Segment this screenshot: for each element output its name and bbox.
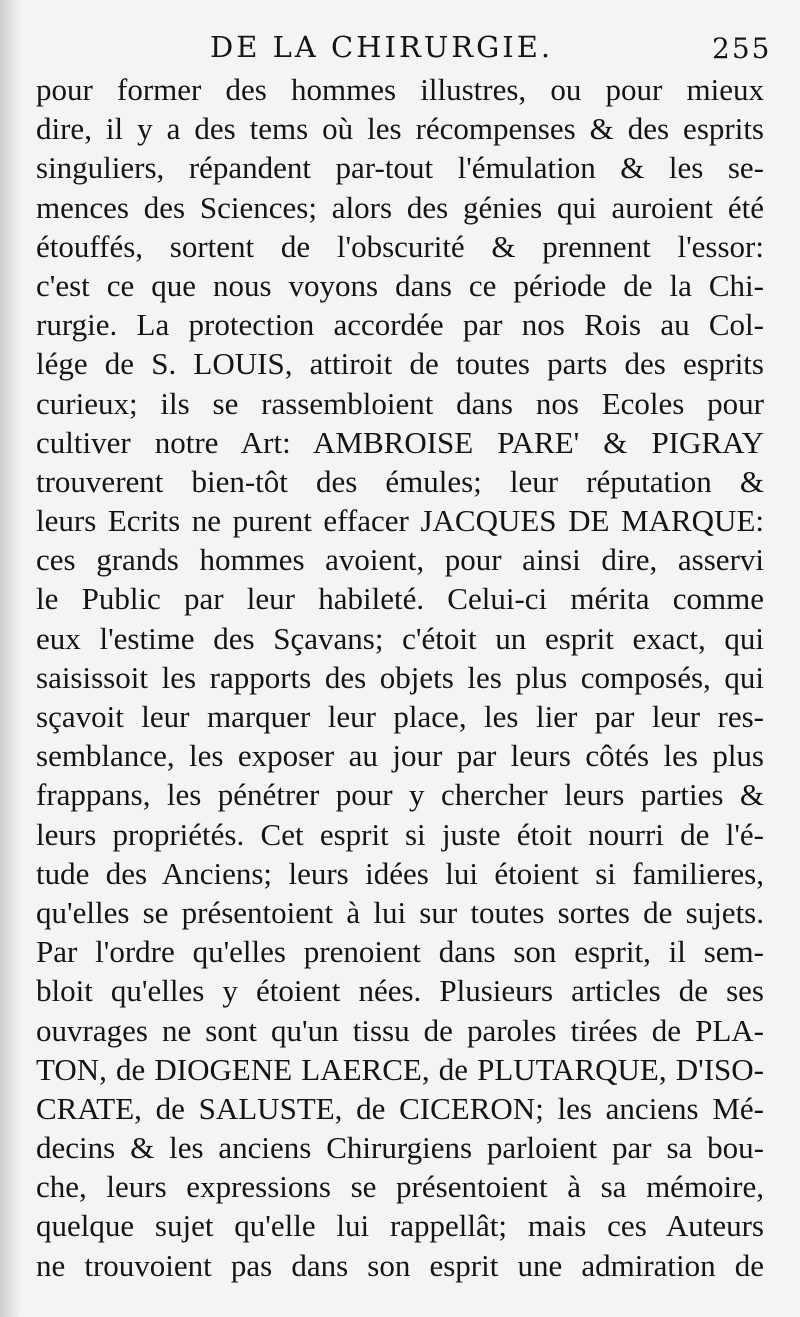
text-line: étouffés, sortent de l'obscurité & prennent l'essor:	[36, 228, 764, 264]
text-line: saisissoit les rapports des objets les plus composés, qui	[36, 659, 764, 695]
text-line: curieux; ils se rassembloient dans nos Ecoles pour	[36, 385, 764, 421]
text-line: dire, il y a des tems où les récompenses & des esprits	[36, 111, 764, 147]
page-header	[0, 26, 800, 76]
text-line: che, leurs expressions se présentoient à sa mémoire,	[36, 1169, 764, 1205]
text-line: sçavoit leur marquer leur place, les lier par leur res-	[36, 699, 764, 734]
text-line: tude des Anciens; leurs idées lui étoient si familieres,	[36, 855, 764, 891]
text-line: qu'elles se présentoient à lui sur toutes sortes de sujets.	[36, 894, 764, 930]
text-line: quelque sujet qu'elle lui rappellât; mais ces Auteurs	[36, 1208, 764, 1244]
text-line: c'est ce que nous voyons dans ce période de la Chi-	[36, 267, 764, 303]
text-line: le Public par leur habileté. Celui-ci mérita comme	[36, 581, 764, 617]
text-line: lége de S. LOUIS, attiroit de toutes parts des esprits	[36, 346, 764, 382]
text-line: rurgie. La protection accordée par nos Rois au Col-	[36, 307, 764, 343]
text-line: frappans, les pénétrer pour y chercher leurs parties &	[36, 777, 764, 813]
text-line: ces grands hommes avoient, pour ainsi dire, asservi	[36, 542, 764, 578]
page-number: 255	[712, 32, 772, 65]
text-line: leurs Ecrits ne purent effacer JACQUES DE MARQUE:	[36, 503, 764, 539]
text-line: trouverent bien-tôt des émules; leur réputation &	[36, 463, 764, 499]
text-line: cultiver notre Art: AMBROISE PARE' & PIGRAY	[36, 424, 764, 460]
text-line: TON, de DIOGENE LAERCE, de PLUTARQUE, D'ISO-	[36, 1051, 764, 1087]
text-line: singuliers, répandent par-tout l'émulation & les se-	[36, 150, 764, 186]
text-line: ouvrages ne sont qu'un tissu de paroles tirées de PLA-	[36, 1012, 764, 1048]
text-line: mences des Sciences; alors des génies qui auroient été	[36, 189, 764, 225]
text-line: decins & les anciens Chirurgiens parloient par sa bou-	[36, 1130, 764, 1166]
text-line: bloit qu'elles y étoient nées. Plusieurs articles de ses	[36, 973, 764, 1009]
text-line: semblance, les exposer au jour par leurs côtés les plus	[36, 738, 764, 774]
text-line: Par l'ordre qu'elles prenoient dans son esprit, il sem-	[36, 934, 764, 970]
text-line: pour former des hommes illustres, ou pour mieux	[36, 72, 764, 107]
text-line: eux l'estime des Sçavans; c'étoit un esprit exact, qui	[36, 620, 764, 656]
text-line: CRATE, de SALUSTE, de CICERON; les anciens Mé-	[36, 1090, 764, 1126]
text-line: ne trouvoient pas dans son esprit une admiration de	[36, 1247, 764, 1283]
body-text	[36, 70, 764, 1285]
running-title: DE LA CHIRURGIE.	[210, 30, 554, 64]
text-line: leurs propriétés. Cet esprit si juste étoit nourri de l'é-	[36, 816, 764, 852]
